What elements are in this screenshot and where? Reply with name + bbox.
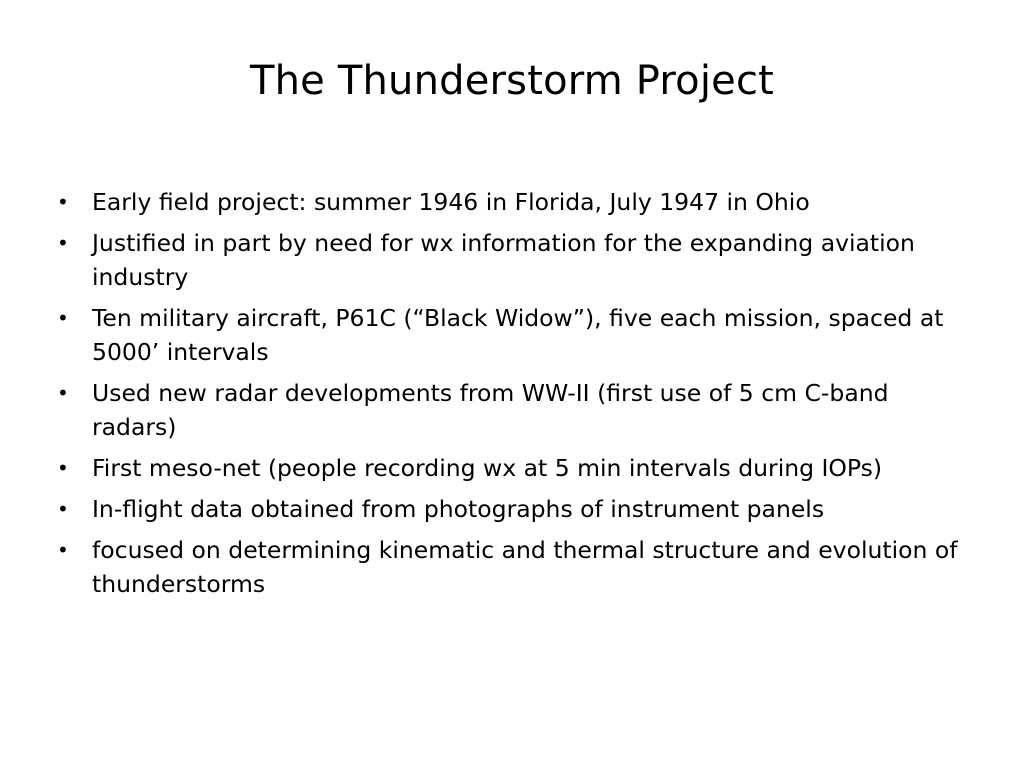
bullet-item-7	[55, 533, 965, 601]
bullet-text-1: Early field project: summer 1946 in Florida, July 1947 in Ohio	[92, 188, 810, 216]
bullet-list	[55, 185, 965, 608]
bullet-text-5: First meso-net (people recording wx at 5 min intervals during IOPs)	[92, 454, 883, 482]
bullet-text-3: Ten military aircraft, P61C (“Black Widow”), five each mission, spaced at 5000’ intervals	[92, 304, 944, 366]
slide-title: The Thunderstorm Project	[249, 58, 775, 104]
bullet-text-6: In-flight data obtained from photographs of instrument panels	[92, 495, 825, 523]
bullet-dot-icon: •	[57, 306, 69, 330]
bullet-item-3	[55, 301, 965, 369]
bullet-dot-icon: •	[57, 538, 69, 562]
bullet-dot-icon: •	[57, 190, 69, 214]
bullet-dot-icon: •	[57, 381, 69, 405]
bullet-dot-icon: •	[57, 456, 69, 480]
bullet-text-2: Justified in part by need for wx information for the expanding aviation industry	[92, 229, 915, 291]
bullet-dot-icon: •	[57, 497, 69, 521]
bullet-item-2	[55, 226, 965, 294]
bullet-item-5	[55, 451, 965, 485]
bullet-item-4	[55, 376, 965, 444]
bullet-item-6	[55, 492, 965, 526]
bullet-dot-icon: •	[57, 231, 69, 255]
bullet-text-4: Used new radar developments from WW-II (first use of 5 cm C-band radars)	[92, 379, 889, 441]
bullet-item-1	[55, 185, 965, 219]
bullet-text-7: focused on determining kinematic and thermal structure and evolution of thunderstorms	[92, 536, 958, 598]
